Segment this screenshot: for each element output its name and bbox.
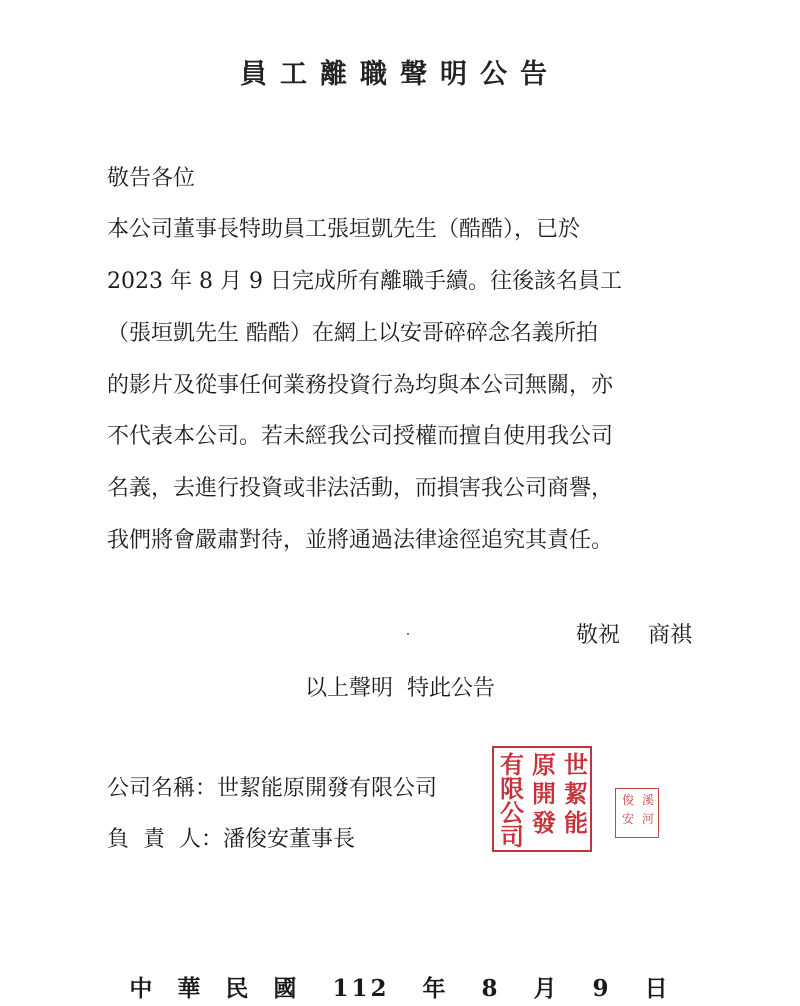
seal-char: 俊 bbox=[622, 793, 635, 807]
body-line-2: 2023 年 8 月 9 日完成所有離職手續。往後該名員工 bbox=[107, 269, 622, 294]
seal-char: 限 bbox=[500, 774, 524, 803]
company-name-row: 公司名稱：世絜能原開發有限公司 bbox=[107, 776, 438, 801]
closing-salutation: 敬祝 商祺 bbox=[576, 623, 692, 648]
company-seal-stamp bbox=[492, 746, 592, 852]
document-date: 中 華 民 國 112 年 8 月 9 日 bbox=[129, 975, 671, 1002]
seal-char: 有 bbox=[500, 750, 524, 779]
seal-char: 能 bbox=[564, 808, 588, 837]
seal-char: 開 bbox=[532, 779, 556, 808]
document-title: 員工離職聲明公告 bbox=[240, 59, 560, 90]
body-line-3: （張垣凱先生 酷酷）在網上以安哥碎碎念名義所拍 bbox=[107, 321, 598, 346]
greeting: 敬告各位 bbox=[107, 166, 196, 191]
body-line-4: 的影片及從事任何業務投資行為均與本公司無關，亦 bbox=[107, 373, 614, 398]
scan-speck bbox=[407, 633, 409, 635]
personal-seal-stamp bbox=[615, 788, 659, 838]
seal-char: 原 bbox=[532, 750, 556, 779]
seal-char: 司 bbox=[500, 822, 524, 851]
seal-char: 絜 bbox=[564, 779, 588, 808]
seal-char: 河 bbox=[642, 812, 655, 826]
declaration-line: 以上聲明 特此公告 bbox=[305, 676, 495, 701]
seal-char: 公 bbox=[500, 798, 524, 827]
body-line-5: 不代表本公司。若未經我公司授權而擅自使用我公司 bbox=[107, 424, 614, 449]
body-line-1: 本公司董事長特助員工張垣凱先生（酷酷），已於 bbox=[107, 217, 581, 242]
body-line-7: 我們將會嚴肅對待，並將通過法律途徑追究其責任。 bbox=[107, 528, 614, 553]
seal-char: 安 bbox=[622, 812, 635, 826]
seal-char: 溪 bbox=[642, 793, 655, 807]
seal-char: 世 bbox=[564, 750, 588, 779]
seal-char: 發 bbox=[532, 808, 556, 837]
person-in-charge-row: 負 責 人：潘俊安董事長 bbox=[107, 827, 355, 852]
body-line-6: 名義，去進行投資或非法活動，而損害我公司商譽， bbox=[107, 476, 614, 501]
